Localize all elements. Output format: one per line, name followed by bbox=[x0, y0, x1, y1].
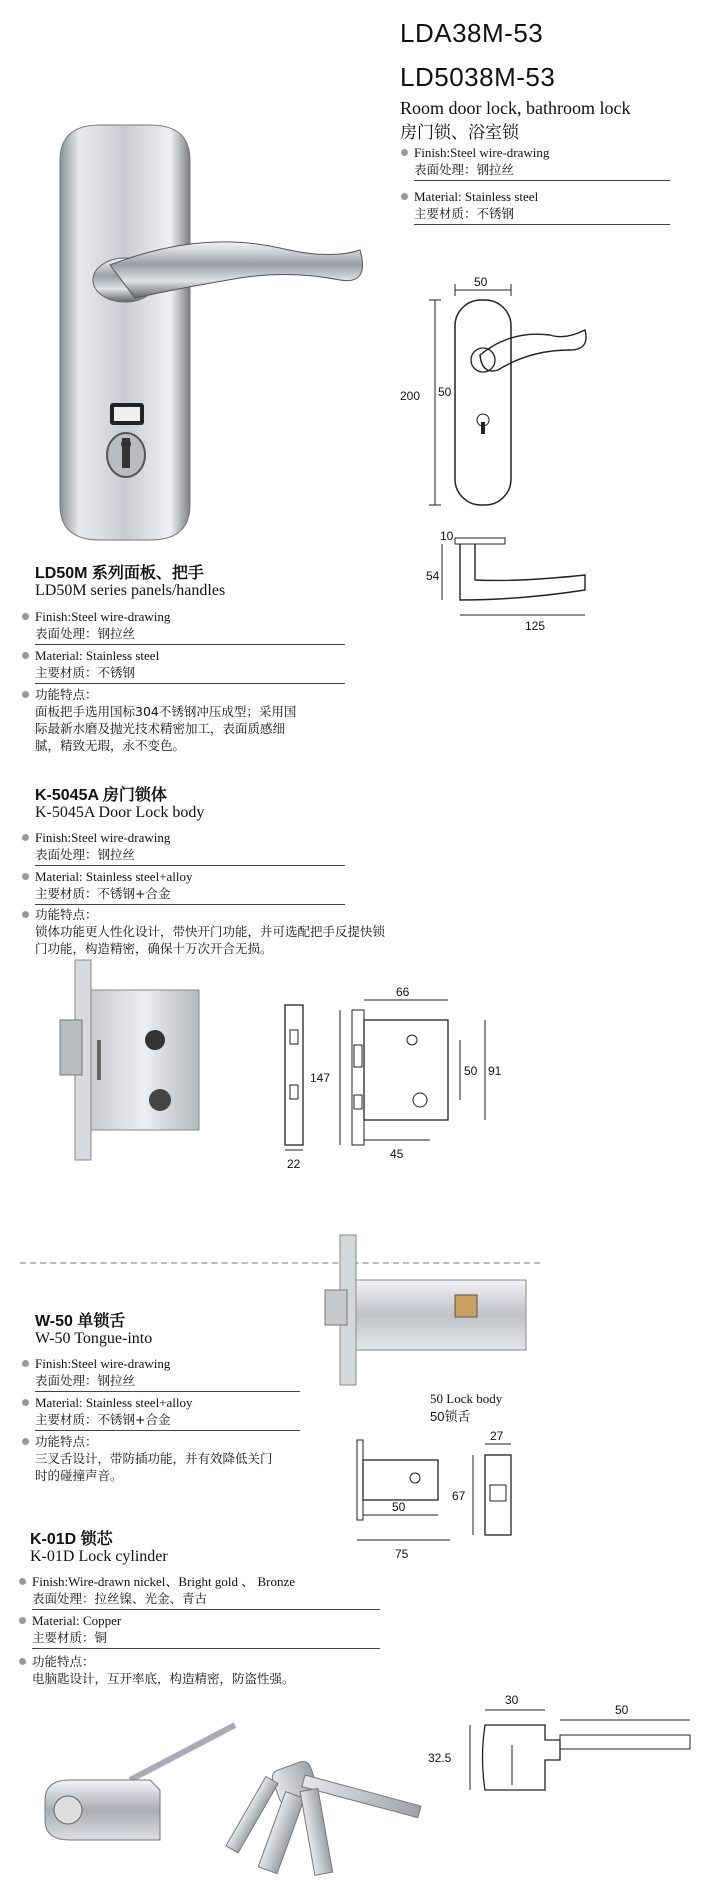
dim-tongue-total: 75 bbox=[395, 1547, 409, 1561]
dim-case-width: 66 bbox=[396, 985, 410, 999]
cylinder-features: 功能特点： 电脑匙设计，互开率底，构造精密，防盗性强。 bbox=[32, 1653, 392, 1687]
tongue-features: 功能特点： 三叉舌设计，带防插功能，并有效降低关门 时的碰撞声音。 bbox=[35, 1433, 325, 1484]
product-material: Material: Stainless steel 主要材质：不锈钢 bbox=[414, 188, 670, 222]
dim-tongue-length: 50 bbox=[392, 1500, 406, 1514]
model-number-1: LDA38M-53 bbox=[400, 18, 544, 48]
panels-material: Material: Stainless steel 主要材质：不锈钢 bbox=[35, 647, 345, 681]
tongue-subtitle: W-50 Tongue-into bbox=[35, 1330, 153, 1347]
lockbody-dimension-drawing bbox=[280, 985, 510, 1171]
panels-finish: Finish:Steel wire-drawing 表面处理：钢拉丝 bbox=[35, 608, 345, 642]
product-finish: Finish:Steel wire-drawing 表面处理：钢拉丝 bbox=[414, 144, 670, 178]
dim-cylinder-length: 30 bbox=[505, 1693, 519, 1707]
panels-subtitle: LD50M series panels/handles bbox=[35, 582, 226, 599]
panels-features: 功能特点： 面板把手选用国标304不锈钢冲压成型；采用国 际最新水磨及抛光技术精密加工，表面质感细 腻，精致无瑕，永不变色。 bbox=[35, 686, 395, 754]
lockbody-features: 功能特点： 锁体功能更人性化设计，带快开门功能，并可选配把手反提快锁 门功能，构造精密，确保十万次开合无损。 bbox=[35, 906, 455, 957]
dim-center-distance: 50 bbox=[438, 385, 452, 399]
lockbody-photo bbox=[55, 960, 205, 1160]
dim-backset: 45 bbox=[390, 1147, 404, 1161]
dim-handle-length: 125 bbox=[525, 619, 546, 633]
dim-cylinder-height: 32.5 bbox=[428, 1751, 452, 1765]
dim-faceplate: 22 bbox=[287, 1157, 301, 1171]
keys-photo bbox=[245, 1740, 445, 1880]
dim-panel-height: 200 bbox=[400, 389, 421, 403]
tongue-material: Material: Stainless steel+alloy 主要材质：不锈钢+合金 bbox=[35, 1394, 300, 1428]
dim-panel-width: 50 bbox=[474, 275, 488, 289]
cylinder-finish: Finish:Wire-drawn nickel、Bright gold 、 Bronze 表面处理：拉丝镍、光金、青古 bbox=[32, 1573, 380, 1607]
cylinder-photo bbox=[40, 1720, 240, 1860]
handle-dimension-drawing bbox=[400, 270, 630, 633]
product-description: Room door lock, bathroom lock bbox=[400, 98, 631, 118]
lockbody-material: Material: Stainless steel+alloy 主要材质：不锈钢+合金 bbox=[35, 868, 345, 902]
dim-case-height: 147 bbox=[310, 1071, 331, 1085]
dim-center: 50 bbox=[464, 1064, 478, 1078]
cylinder-material: Material: Copper 主要材质：铜 bbox=[32, 1612, 380, 1646]
tongue-body-label-cn: 50锁舌 bbox=[430, 1409, 471, 1424]
lockbody-finish: Finish:Steel wire-drawing 表面处理：钢拉丝 bbox=[35, 829, 345, 863]
dim-rose-depth: 10 bbox=[440, 529, 454, 543]
tongue-body-label: 50 Lock body bbox=[430, 1391, 503, 1406]
dim-tongue-height: 67 bbox=[452, 1489, 466, 1503]
panels-title: LD50M 系列面板、把手 bbox=[35, 565, 204, 582]
dim-tongue-width: 27 bbox=[490, 1429, 504, 1443]
tongue-photo bbox=[320, 1235, 530, 1385]
tongue-title: W-50 单锁舌 bbox=[35, 1313, 126, 1330]
cylinder-title: K-01D 锁芯 bbox=[30, 1531, 113, 1548]
lockbody-subtitle: K-5045A Door Lock body bbox=[35, 804, 205, 821]
cylinder-dimension-drawing bbox=[420, 1680, 700, 1810]
cylinder-subtitle: K-01D Lock cylinder bbox=[30, 1548, 168, 1565]
lockbody-title: K-5045A 房门锁体 bbox=[35, 787, 167, 804]
tongue-finish: Finish:Steel wire-drawing 表面处理：钢拉丝 bbox=[35, 1355, 300, 1389]
dim-handle-depth: 54 bbox=[426, 569, 440, 583]
handle-panel-photo bbox=[40, 120, 370, 550]
dim-total: 91 bbox=[488, 1064, 502, 1078]
tongue-dimension-drawing bbox=[340, 1430, 570, 1570]
product-description-cn: 房门锁、浴室锁 bbox=[400, 123, 519, 142]
dim-key-length: 50 bbox=[615, 1703, 629, 1717]
model-number-2: LD5038M-53 bbox=[400, 62, 556, 92]
